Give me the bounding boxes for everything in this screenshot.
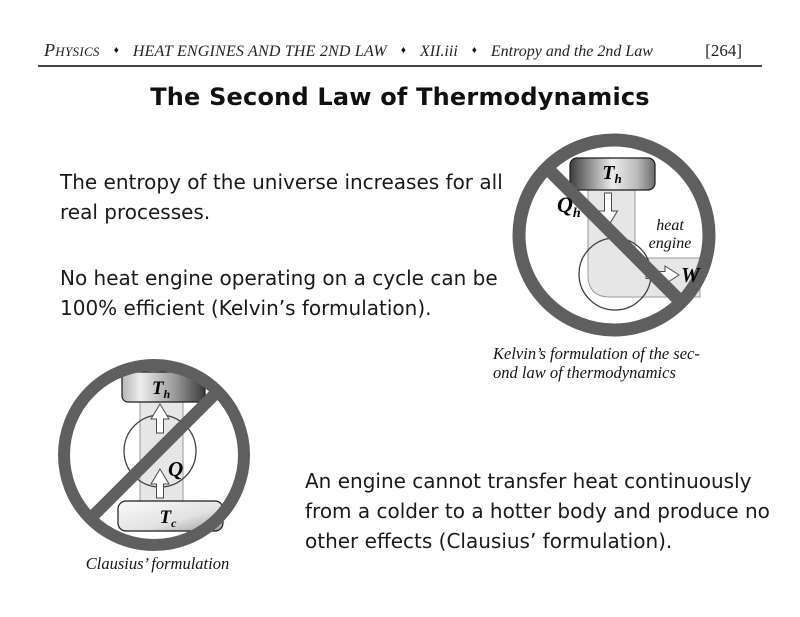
kelvin-caption — [493, 345, 753, 382]
header-section-number: XII.iii — [420, 43, 458, 60]
header-chapter: HEAT ENGINES AND THE 2ND LAW — [132, 43, 387, 60]
clausius-caption: Clausius’ formulation — [85, 554, 230, 573]
engine-label: heat — [656, 217, 684, 234]
statement-line: from a colder to a hotter body and produce no — [305, 499, 770, 523]
entropy-statement — [60, 167, 503, 227]
cold-reservoir-label: $T_c$ — [159, 507, 177, 530]
kelvin-diagram — [505, 127, 745, 352]
heat-label: Q — [168, 457, 184, 481]
clausius-statement — [305, 466, 770, 556]
page-header — [44, 40, 744, 61]
diamond-separator-icon: ♦ — [113, 45, 119, 56]
statement-line: No heat engine operating on a cycle can be — [60, 266, 498, 290]
header-course: Physics — [44, 40, 100, 60]
hot-reservoir-label: $T_h$ — [151, 378, 171, 401]
statement-line: real processes. — [60, 200, 211, 224]
header-rule — [38, 65, 762, 67]
hot-reservoir-label: $T_h$ — [602, 162, 622, 186]
page-number: [264] — [705, 41, 742, 60]
heat-in-label: $Q_h$ — [557, 192, 581, 221]
statement-line: An engine cannot transfer heat continuously — [305, 469, 752, 493]
page-title: The Second Law of Thermodynamics — [150, 83, 650, 111]
engine-label: engine — [648, 235, 692, 252]
header-topic: Entropy and the 2nd Law — [490, 43, 653, 60]
diamond-separator-icon: ♦ — [471, 45, 477, 56]
work-label: W — [681, 263, 700, 287]
clausius-diagram-svg — [55, 355, 260, 555]
statement-line: other effects (Clausius’ formulation). — [305, 529, 673, 553]
statement-line: The entropy of the universe increases for all — [60, 170, 503, 194]
kelvin-diagram-svg — [505, 127, 745, 352]
statement-line: 100% efficient (Kelvin’s formulation). — [60, 296, 432, 320]
caption-line: ond law of thermodynamics — [493, 362, 676, 382]
caption-line: Kelvin’s formulation of the sec- — [493, 344, 700, 363]
diamond-separator-icon: ♦ — [400, 45, 406, 56]
clausius-diagram — [55, 355, 260, 555]
kelvin-statement — [60, 263, 498, 323]
